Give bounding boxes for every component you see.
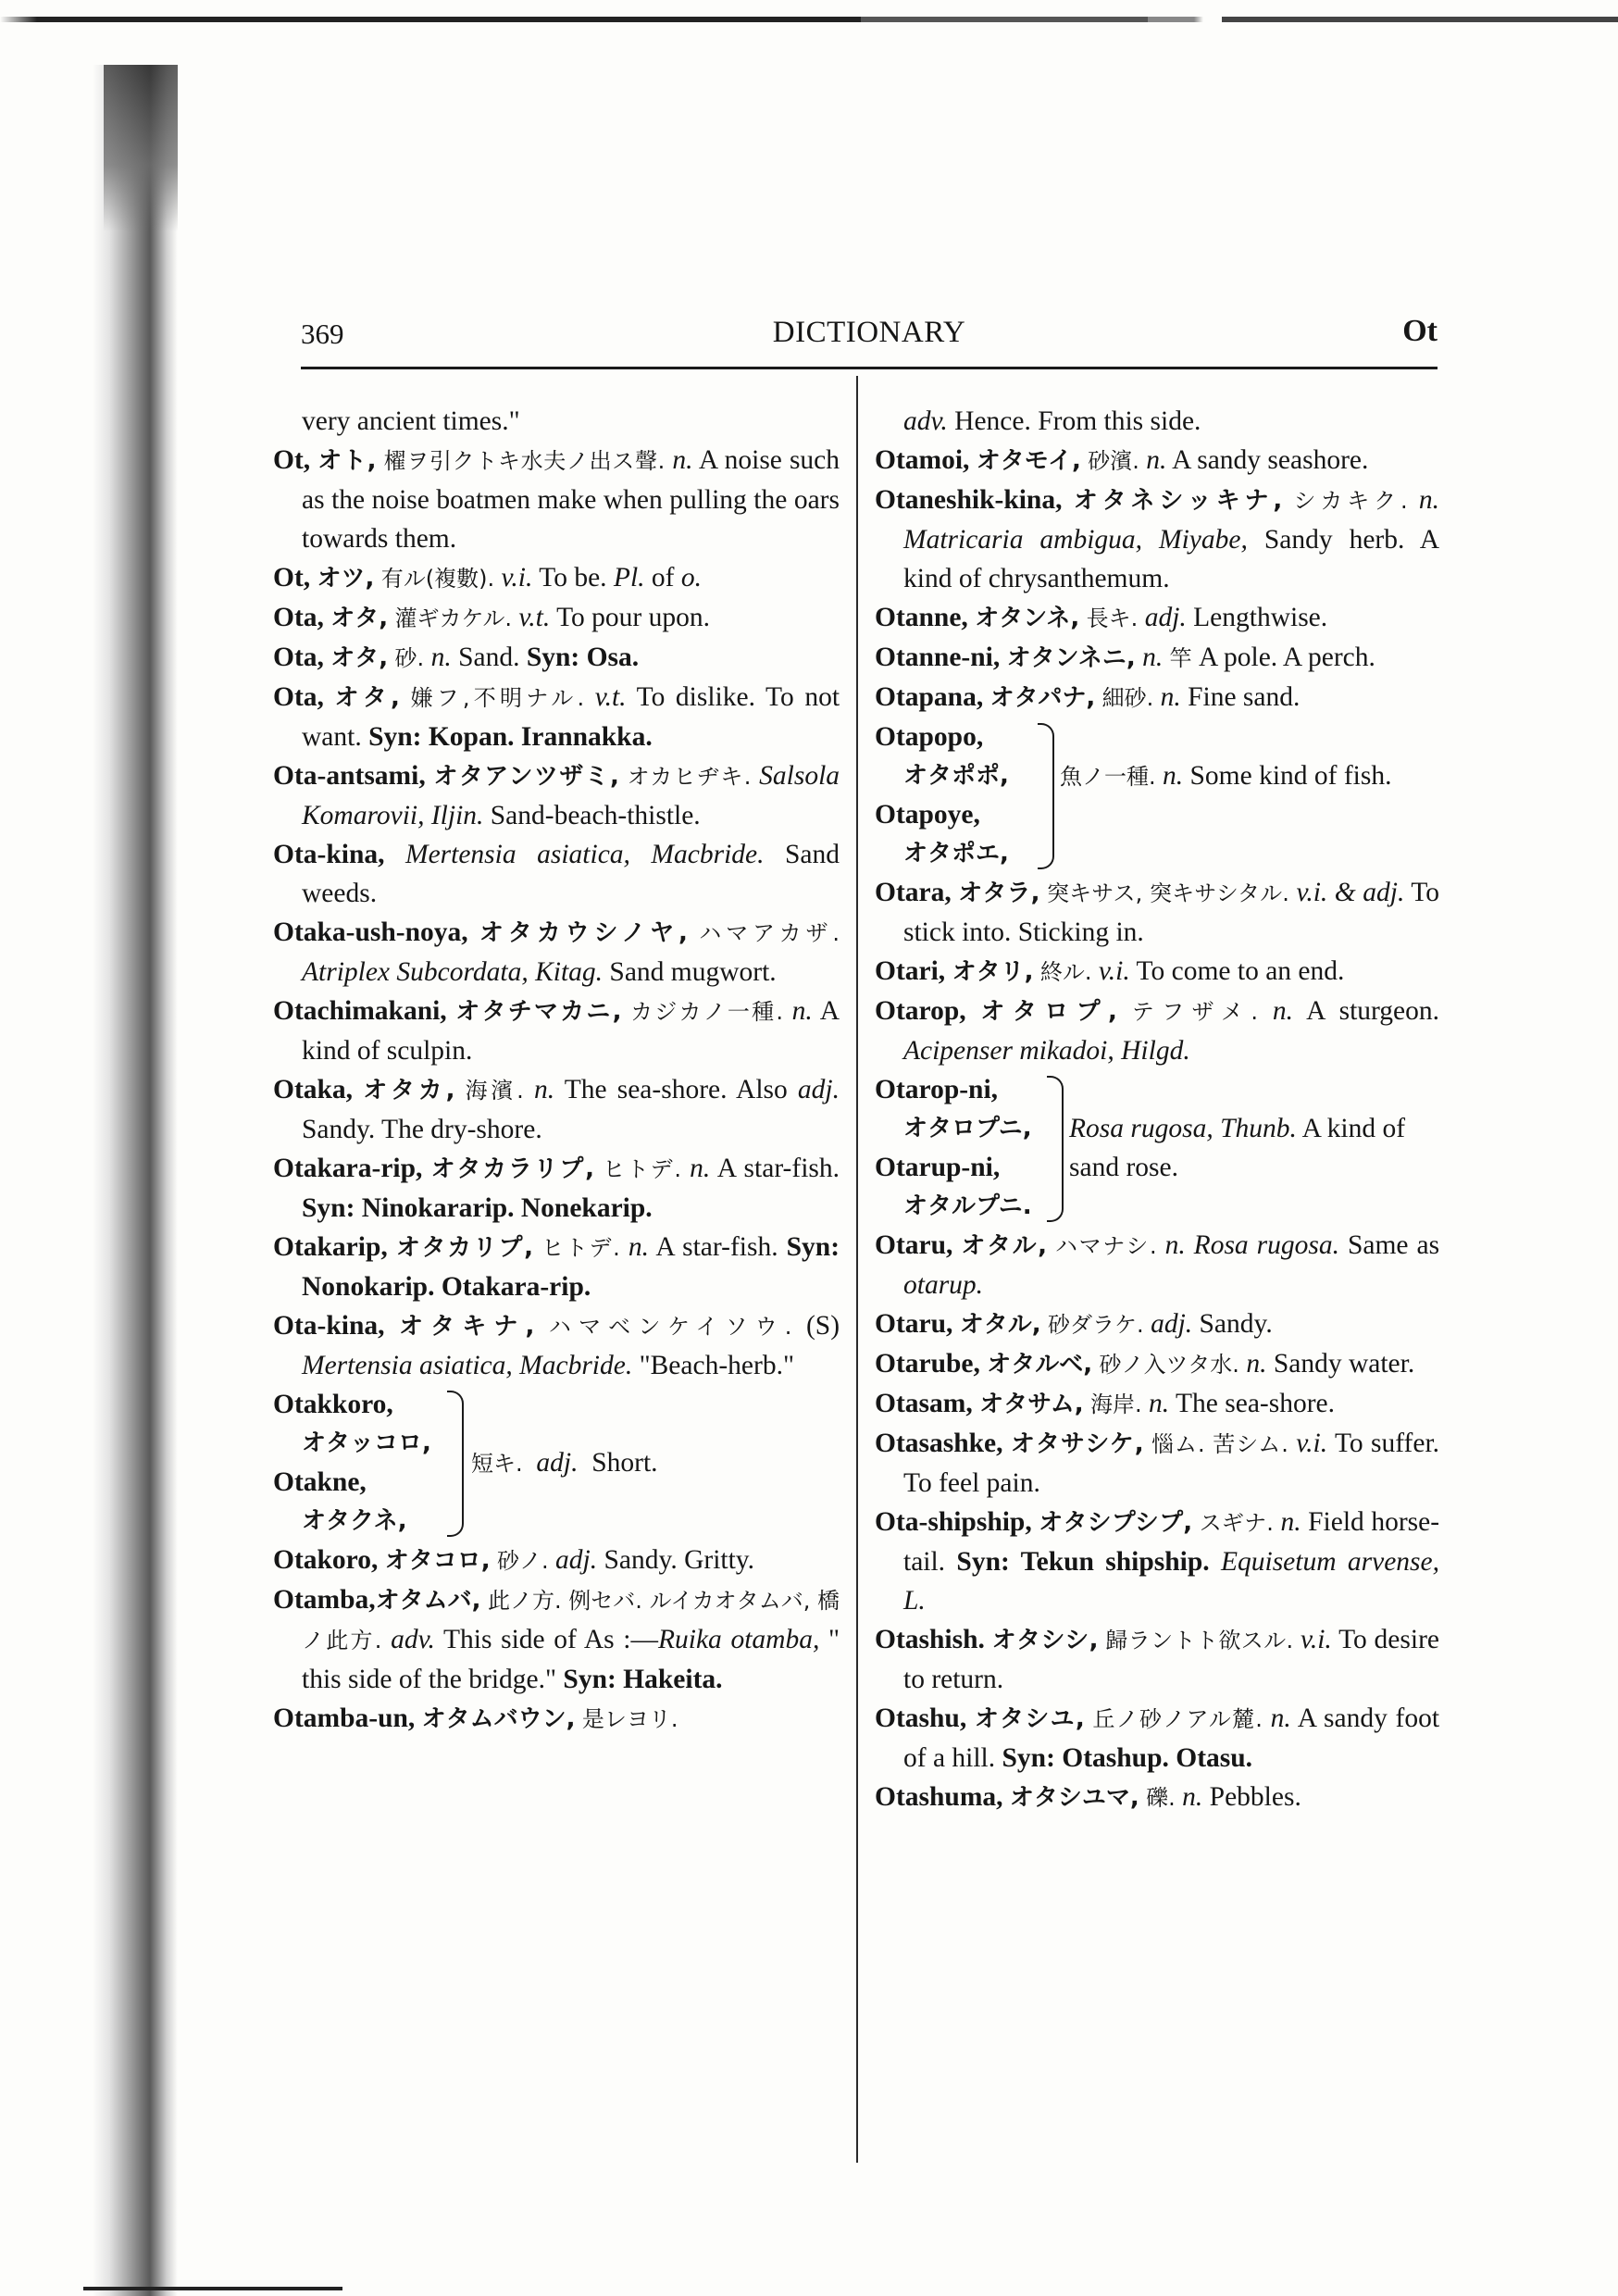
part-of-speech: n.: [791, 996, 813, 1026]
group-definition: [1060, 756, 1439, 796]
definition: A pole. A perch.: [1198, 643, 1375, 672]
japanese-gloss: ハマアカザ.: [699, 920, 840, 946]
definition: Same as: [1347, 1230, 1440, 1260]
part-of-speech: n.: [430, 643, 452, 672]
entry-otamoi: [875, 441, 1439, 480]
japanese-gloss: 惱ム. 苦シム.: [1151, 1431, 1288, 1457]
synonyms: Syn: Nonokarip. Otakara-rip.: [302, 1232, 840, 1302]
part-of-speech: v.i.: [501, 563, 533, 593]
japanese-gloss: 礫.: [1146, 1785, 1176, 1811]
synonyms: Syn: Kopan. Irannakka.: [368, 722, 653, 752]
definition: Short.: [591, 1448, 658, 1478]
japanese-gloss: 有ル(複數).: [380, 566, 495, 592]
japanese-gloss: 砂ダラケ.: [1048, 1312, 1144, 1338]
katakana-form: オタルベ,: [987, 1351, 1093, 1379]
katakana-form: オタッコロ,: [302, 1429, 431, 1457]
katakana-form: オタサム,: [979, 1391, 1084, 1418]
source-tag: (S): [805, 1311, 840, 1341]
japanese-gloss: 細砂.: [1101, 685, 1154, 711]
definition: Sandy.: [1199, 1309, 1273, 1339]
right-column: [875, 402, 1439, 1817]
part-of-speech: n.: [1149, 1389, 1170, 1418]
page-number: 369: [301, 318, 344, 350]
headword: Otarop-ni,: [875, 1075, 999, 1104]
scientific-name: Rosa rugosa, Thunb.: [1069, 1114, 1297, 1143]
katakana-form: オタパナ,: [989, 684, 1096, 712]
header-rule: [301, 367, 1438, 369]
page-header: [301, 310, 1438, 358]
headword: Otarop,: [875, 996, 966, 1026]
katakana-form: オト,: [317, 447, 377, 475]
entry-otara: [875, 873, 1439, 952]
part-of-speech: n.: [628, 1232, 649, 1262]
entry-otaru-2: [875, 1304, 1439, 1344]
katakana-form: オタカ,: [363, 1077, 455, 1104]
synonyms: Syn: Osa.: [526, 643, 640, 672]
katakana-form: オタチマカニ,: [455, 998, 622, 1026]
entry-ot-2: [273, 558, 840, 598]
definition: To be.: [539, 563, 607, 593]
part-of-speech: n.: [1164, 1230, 1186, 1260]
definition: "Beach-herb.": [639, 1351, 795, 1380]
part-of-speech: v.t.: [594, 682, 627, 712]
part-of-speech: n.: [1418, 485, 1440, 515]
japanese-gloss: 砂ノ入ツタ水.: [1099, 1352, 1239, 1378]
part-of-speech: v.i.: [1296, 1429, 1328, 1458]
entry-otamba: [273, 1580, 840, 1699]
definition: Lengthwise.: [1193, 603, 1328, 632]
katakana-form: オタカラリプ,: [430, 1155, 594, 1183]
japanese-gloss: 海岸.: [1090, 1391, 1142, 1417]
katakana-form: オタクネ,: [302, 1507, 407, 1535]
definition: Some kind of fish.: [1189, 761, 1392, 791]
headword: Otashish.: [875, 1625, 985, 1654]
scientific-name: Atriplex Subcordata, Kitag.: [302, 957, 604, 987]
entry-otachimakani: [273, 992, 840, 1070]
part-of-speech: n.: [1280, 1507, 1301, 1537]
cross-reference: o.: [680, 563, 702, 593]
headword: Otamba-un,: [273, 1703, 416, 1733]
definition: To stick into. Sticking in.: [903, 878, 1440, 947]
definition: A sturgeon.: [1306, 996, 1440, 1026]
katakana-form: オタポポ,: [903, 762, 1009, 790]
japanese-gloss: 竿: [1169, 645, 1192, 671]
headword: Otapoye,: [875, 800, 980, 830]
definition: Sand.: [458, 643, 520, 672]
entry-otakara-rip: [273, 1149, 840, 1228]
part-of-speech: n.: [1272, 996, 1293, 1026]
definition: A kind of sand rose.: [1069, 1114, 1406, 1182]
katakana-form: オタ,: [330, 644, 389, 672]
headword: Ota-kina,: [273, 1311, 385, 1341]
part-of-speech: adv.: [903, 406, 948, 436]
headword: Otasashke,: [875, 1429, 1003, 1458]
definition: A kind of sculpin.: [302, 996, 840, 1066]
katakana-form: オタサシケ,: [1010, 1430, 1144, 1458]
entry-group-otakkoro: [273, 1385, 840, 1541]
japanese-gloss: 灌ギカケル.: [394, 605, 512, 631]
scientific-name: Rosa rugosa.: [1193, 1230, 1339, 1260]
definition: Sandy herb. A kind of chrysanthemum.: [903, 525, 1439, 593]
definition: Sandy. Gritty.: [604, 1545, 754, 1575]
entry-otanne: [875, 598, 1439, 638]
entry-otashish: [875, 1620, 1439, 1699]
scan-bottom-edge: [83, 2287, 342, 2290]
katakana-form: オタネシッキナ,: [1073, 487, 1283, 515]
entry-ota-2: [273, 638, 840, 678]
headword: Otaru,: [875, 1309, 953, 1339]
definition: The sea-shore.: [1176, 1389, 1336, 1418]
part-of-speech: n.: [1146, 445, 1167, 475]
grouping-brace: [1038, 723, 1054, 869]
entry-otaneshik-kina: [875, 480, 1439, 598]
japanese-gloss: 突キサス, 突キサシタル.: [1047, 880, 1289, 906]
entry-otapana: [875, 678, 1439, 718]
group-definition: [471, 1443, 658, 1483]
synonyms: Syn: Otashup. Otasu.: [1002, 1743, 1253, 1773]
part-of-speech: n.: [1160, 682, 1181, 712]
japanese-gloss: 砂濱.: [1088, 448, 1139, 474]
katakana-form: オタンネニ,: [1006, 644, 1136, 672]
entry-continuation: [875, 402, 1439, 441]
group-definition: [1069, 1109, 1439, 1187]
japanese-gloss: 海濱.: [465, 1078, 524, 1104]
entry-otashuma: [875, 1778, 1439, 1817]
headword: Otara,: [875, 878, 952, 907]
katakana-form: オタアンツザミ,: [433, 763, 619, 791]
entry-otamba-un: [273, 1699, 840, 1739]
headword: Otapana,: [875, 682, 984, 712]
scientific-name: Mertensia asiatica, Macbride.: [302, 1351, 633, 1380]
part-of-speech: n.: [533, 1075, 555, 1104]
headword: Ota,: [273, 682, 324, 712]
headword: Otaneshik-kina,: [875, 485, 1063, 515]
japanese-gloss: ハマナシ.: [1055, 1233, 1157, 1259]
scientific-name: Matricaria ambigua, Miyabe,: [903, 525, 1248, 555]
headword: Otasam,: [875, 1389, 973, 1418]
definition: Sand mugwort.: [609, 957, 777, 987]
japanese-gloss: シカキク.: [1293, 488, 1408, 514]
entry-otaka-ush-noya: [273, 913, 840, 992]
part-of-speech: adv.: [391, 1625, 435, 1654]
part-of-speech: v.i. & adj.: [1296, 878, 1405, 907]
entry-otakoro: [273, 1541, 840, 1580]
definition-word: of: [651, 563, 675, 593]
entry-ota-3: [273, 678, 840, 756]
japanese-gloss: 丘ノ砂ノアル麓.: [1092, 1706, 1263, 1732]
left-column: [273, 402, 840, 1739]
japanese-gloss: ハマベンケイソウ.: [548, 1314, 792, 1340]
headword: Ota-shipship,: [875, 1507, 1032, 1537]
headword: Ot,: [273, 563, 311, 593]
japanese-gloss: 嫌フ,不明ナル.: [410, 685, 585, 711]
headword: Otanne,: [875, 603, 968, 632]
katakana-form: オタルプニ.: [903, 1192, 1032, 1220]
katakana-form: オタル,: [959, 1311, 1041, 1339]
entry-otarube: [875, 1344, 1439, 1384]
entry-otakarip: [273, 1228, 840, 1306]
japanese-gloss: 短キ.: [471, 1451, 523, 1477]
entry-otashu: [875, 1699, 1439, 1778]
entry-ota-shipship: [875, 1503, 1439, 1620]
guide-word: Ot: [1402, 314, 1438, 348]
entry-continuation: [273, 402, 840, 441]
part-of-speech: n.: [672, 445, 693, 475]
scientific-name: Acipenser mikadoi, Hilgd.: [903, 1036, 1190, 1066]
headword: Otachimakani,: [273, 996, 447, 1026]
scientific-name: Salsola Komarovii, Iljin.: [302, 761, 840, 830]
japanese-gloss: 歸ラントト欲スル.: [1105, 1628, 1294, 1653]
definition: To dislike. To not want.: [302, 682, 840, 752]
part-of-speech: n.: [1163, 761, 1184, 791]
entry-otasashke: [875, 1424, 1439, 1503]
katakana-form: オタロプニ,: [903, 1115, 1032, 1142]
headword: Ota-antsami,: [273, 761, 426, 791]
plural-label: Pl.: [613, 563, 645, 593]
grouping-brace: [447, 1391, 464, 1537]
japanese-gloss: ヒトデ.: [541, 1235, 620, 1261]
entry-group-otarop-ni: [875, 1070, 1439, 1226]
grouping-brace: [1047, 1076, 1064, 1222]
headword: Otamoi,: [875, 445, 970, 475]
entry-ota-antsami: [273, 756, 840, 835]
part-of-speech: n.: [690, 1154, 711, 1183]
japanese-gloss: オカヒヂキ.: [627, 764, 752, 790]
definition: To pour upon.: [556, 603, 710, 632]
japanese-gloss: 砂.: [394, 645, 425, 671]
definition: A sandy foot of a hill.: [903, 1703, 1440, 1773]
headword: Otakne,: [273, 1467, 367, 1497]
katakana-form: オタムバウン,: [421, 1705, 576, 1733]
entry-otaru-1: [875, 1226, 1439, 1304]
column-divider: [856, 376, 858, 2163]
definition: Hence. From this side.: [954, 406, 1201, 436]
headword: Otakara-rip,: [273, 1154, 423, 1183]
definition: To come to an end.: [1136, 956, 1345, 986]
definition: To desire to return.: [903, 1625, 1439, 1694]
headword: Ot,: [273, 445, 311, 475]
entry-ota-1: [273, 598, 840, 638]
katakana-form: オタリ,: [952, 958, 1034, 986]
headword: Otashuma,: [875, 1782, 1003, 1812]
japanese-gloss: 此ノ方. 例セバ. ルイカオタムバ, 橋ノ此方.: [302, 1588, 840, 1653]
headword: Otamba,: [273, 1585, 376, 1615]
headword: Otaka,: [273, 1075, 354, 1104]
entry-otari: [875, 952, 1439, 992]
part-of-speech: adj.: [555, 1545, 598, 1575]
definition: Sandy. The dry-shore.: [302, 1115, 542, 1144]
katakana-form: オタコロ,: [384, 1547, 491, 1575]
synonyms: Syn: Hakeita.: [563, 1665, 723, 1694]
katakana-form: オタロプ,: [980, 998, 1117, 1026]
katakana-form: オタポエ,: [903, 840, 1009, 867]
katakana-form: オタカリプ,: [395, 1234, 534, 1262]
entry-ot-1: [273, 441, 840, 558]
definition: Sandy water.: [1273, 1349, 1415, 1379]
part-of-speech: n.: [1142, 643, 1164, 672]
part-of-speech: v.i.: [1098, 956, 1130, 986]
katakana-form: オタシプシプ,: [1039, 1509, 1193, 1537]
entry-otaka: [273, 1070, 840, 1149]
headword: Ota-kina,: [273, 840, 385, 869]
entry-ota-kina-1: [273, 835, 840, 913]
katakana-form: オタシユマ,: [1009, 1784, 1139, 1812]
headword: Otashu,: [875, 1703, 967, 1733]
headword: Ota,: [273, 603, 324, 632]
example-gloss: " this side of the bridge.": [302, 1625, 840, 1694]
entry-otanne-ni: [875, 638, 1439, 678]
japanese-gloss: カジカノ一種.: [630, 999, 783, 1025]
headword: Otakarip,: [273, 1232, 388, 1262]
synonyms: Syn: Tekun shipship.: [956, 1547, 1210, 1577]
katakana-form: オタラ,: [958, 880, 1040, 907]
scientific-name: Mertensia asiatica, Macbride.: [405, 840, 765, 869]
entry-ota-kina-2: [273, 1306, 840, 1385]
japanese-gloss: 魚ノ一種.: [1060, 764, 1156, 790]
continuation-text: very ancient times.": [302, 406, 520, 436]
part-of-speech: v.t.: [518, 603, 551, 632]
katakana-form: オタモイ,: [976, 447, 1081, 475]
katakana-form: オタ,: [334, 684, 400, 712]
cross-reference: otarup.: [903, 1270, 984, 1300]
headword: Otari,: [875, 956, 946, 986]
japanese-gloss: 櫂ヲ引クトキ水夫ノ出ス聲.: [383, 448, 666, 474]
definition: The sea-shore. Also: [564, 1075, 788, 1104]
example: Ruika otamba,: [658, 1625, 820, 1654]
definition: Sand-beach-thistle.: [490, 801, 701, 830]
japanese-gloss: テフザメ.: [1131, 999, 1259, 1025]
running-head: DICTIONARY: [772, 316, 966, 349]
entry-otarop: [875, 992, 1439, 1070]
japanese-gloss: 砂ノ.: [497, 1548, 549, 1574]
binding-gutter-shadow: [93, 65, 178, 2296]
katakana-form: オタムバ,: [375, 1587, 481, 1615]
katakana-form: オタンネ,: [975, 605, 1080, 632]
definition: Field horse-tail.: [903, 1507, 1440, 1577]
definition: To suffer. To feel pain.: [903, 1429, 1440, 1498]
headword: Otanne-ni,: [875, 643, 1001, 672]
headword: Otakoro,: [273, 1545, 379, 1575]
headword: Otarube,: [875, 1349, 980, 1379]
japanese-gloss: 終ル.: [1039, 959, 1092, 985]
entry-otasam: [875, 1384, 1439, 1424]
part-of-speech: v.i.: [1300, 1625, 1332, 1654]
katakana-form: オタカウシノヤ,: [479, 919, 688, 947]
scientific-name: Equisetum arvense, L.: [903, 1547, 1439, 1616]
headword: Otakkoro,: [273, 1390, 393, 1419]
definition: This side of As :—: [443, 1625, 658, 1654]
definition: Fine sand.: [1188, 682, 1301, 712]
japanese-gloss: 長キ.: [1086, 605, 1139, 631]
part-of-speech: adj.: [1151, 1309, 1193, 1339]
binding-gutter-dark: [104, 65, 178, 231]
katakana-form: オタ,: [330, 605, 389, 632]
katakana-form: オタル,: [961, 1232, 1048, 1260]
japanese-gloss: スギナ.: [1199, 1510, 1274, 1536]
definition: A star-fish.: [655, 1232, 778, 1262]
definition: A sandy seashore.: [1172, 445, 1369, 475]
japanese-gloss: ヒトデ.: [603, 1156, 681, 1182]
katakana-form: オタキナ,: [399, 1313, 535, 1341]
entry-group-otapopo: [875, 718, 1439, 873]
part-of-speech: adj.: [797, 1075, 840, 1104]
headword: Otapopo,: [875, 722, 984, 752]
part-of-speech: adj.: [1144, 603, 1187, 632]
katakana-form: オタシユ,: [974, 1705, 1085, 1733]
scan-top-edge: [0, 17, 1618, 22]
part-of-speech: n.: [1182, 1782, 1203, 1812]
headword: Ota,: [273, 643, 324, 672]
definition: Pebbles.: [1209, 1782, 1301, 1812]
katakana-form: オタシシ,: [991, 1627, 1099, 1654]
part-of-speech: adj.: [536, 1448, 579, 1478]
headword: Otaru,: [875, 1230, 953, 1260]
part-of-speech: n.: [1270, 1703, 1291, 1733]
headword: Otarup-ni,: [875, 1153, 1001, 1182]
definition: A star-fish.: [716, 1154, 840, 1183]
headword: Otaka-ush-noya,: [273, 917, 468, 947]
definition: Sand weeds.: [302, 840, 840, 908]
japanese-gloss: 是レヨリ.: [581, 1706, 678, 1732]
definition: A noise such as the noise boatmen make when pulling the oars towards them.: [302, 445, 840, 554]
katakana-form: オツ,: [317, 565, 375, 593]
part-of-speech: n.: [1246, 1349, 1267, 1379]
synonyms: Syn: Ninokararip. Nonekarip.: [302, 1193, 653, 1223]
